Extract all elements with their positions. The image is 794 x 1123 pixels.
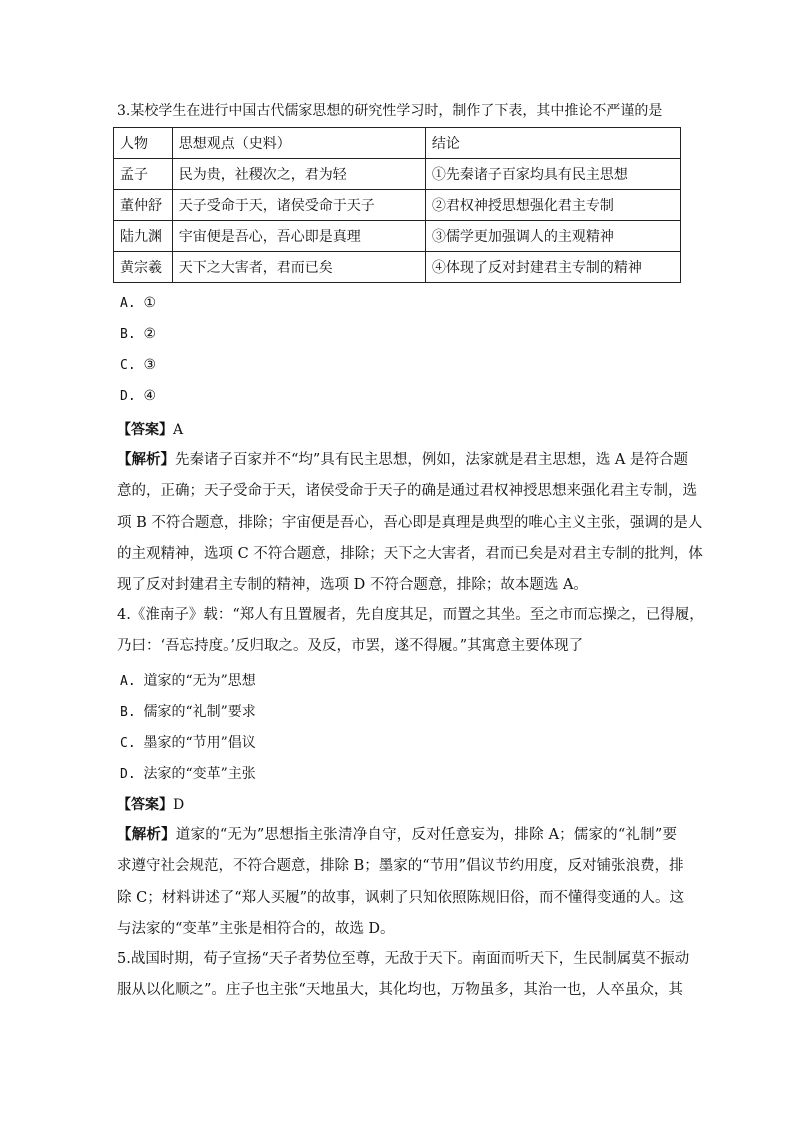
analysis-line: 项 B 不符合题意，排除；宇宙便是吾心，吾心即是真理是典型的唯心主义主张，强调的是人: [117, 514, 703, 531]
table-cell-view: 民为贵，社稷次之，君为轻: [172, 159, 425, 190]
option-text: ②: [143, 326, 157, 342]
table-cell-conclusion: ②君权神授思想强化君主专制: [425, 190, 680, 221]
table-cell-conclusion: ①先秦诸子百家均具有民主思想: [425, 159, 680, 190]
q3-option-c: [120, 357, 156, 373]
q4-option-a: [120, 670, 256, 690]
analysis-label: 【解析】: [117, 451, 175, 468]
option-letter: A.: [120, 296, 136, 311]
answer-value: D: [173, 797, 185, 813]
analysis-line: 除 C；材料讲述了“郑人买履”的故事，讽刺了只知依照陈规旧俗，而不懂得变通的人。这: [117, 889, 685, 906]
stem-line: 5.战国时期，荀子宣扬“天子者势位至尊，无敌于天下。南面而听天下，生民制属莫不振动: [117, 951, 690, 967]
table-cell-person: 董仲舒: [114, 190, 173, 221]
table-row: [114, 190, 681, 221]
answer-label: 【答案】: [117, 422, 173, 438]
q4-answer: [117, 794, 184, 814]
option-text: 法家的“变革”主张: [143, 766, 256, 782]
stem-line: 乃曰：‘吾忘持度。’反归取之。及反，市罢，遂不得履。”其寓意主要体现了: [117, 638, 584, 655]
analysis-line: 【解析】道家的“无为”思想指主张清净自守，反对任意妄为，排除 A；儒家的“礼制”要: [117, 826, 677, 843]
option-letter: B.: [120, 705, 136, 720]
answer-value: A: [173, 422, 184, 438]
table-cell-person: 孟子: [114, 159, 173, 190]
option-text: ③: [143, 357, 157, 373]
q3-analysis: [117, 444, 703, 601]
q3-option-b: [120, 326, 156, 342]
q4-stem: [117, 600, 704, 663]
analysis-line: 求遵守社会规范，不符合题意，排除 B；墨家的“节用”倡议节约用度，反对铺张浪费，排: [117, 858, 684, 875]
q3-option-a: [120, 295, 156, 311]
stem-line: 4.《淮南子》载：“郑人有且置履者，先自度其足，而置之其坐。至之市而忘操之，已得履，: [117, 607, 704, 623]
table-cell-conclusion: ③儒学更加强调人的主观精神: [425, 221, 680, 252]
analysis-line: 的主观精神，选项 C 不符合题意，排除；天下之大害者，君而已矣是对君主专制的批判，体: [117, 545, 703, 562]
table-cell-person: 黄宗羲: [114, 252, 173, 283]
q3-stem: 3.某校学生在进行中国古代儒家思想的研究性学习时，制作了下表，其中推论不严谨的是: [117, 103, 663, 119]
stem-line: 服从以化顺之”。庄子也主张“天地虽大，其化均也，万物虽多，其治一也，人卒虽众，其: [117, 982, 683, 999]
table-row: [114, 159, 681, 190]
table-header-cell: 人物: [114, 128, 173, 159]
answer-label: 【答案】: [117, 797, 173, 813]
analysis-label: 【解析】: [117, 826, 176, 843]
table-header-row: [114, 128, 681, 159]
q3-table: [113, 127, 681, 283]
option-text: 道家的“无为”思想: [143, 673, 256, 689]
q5-stem: [117, 944, 690, 1007]
table-header-cell: 思想观点（史料）: [172, 128, 425, 159]
q3-option-d: [120, 388, 156, 404]
table-row: [114, 252, 681, 283]
option-letter: A.: [120, 674, 136, 689]
table-cell-view: 宇宙便是吾心，吾心即是真理: [172, 221, 425, 252]
table-cell-view: 天下之大害者，君而已矣: [172, 252, 425, 283]
analysis-line: 与法家的“变革”主张是相符合的，故选 D。: [117, 920, 395, 937]
option-text: 儒家的“礼制”要求: [143, 704, 256, 720]
q4-option-b: [120, 701, 256, 721]
table-header-cell: 结论: [425, 128, 680, 159]
option-text: ①: [143, 295, 157, 311]
analysis-line: 现了反对封建君主专制的精神，选项 D 不符合题意，排除；故本题选 A。: [117, 577, 588, 594]
table-row: [114, 221, 681, 252]
table-cell-person: 陆九渊: [114, 221, 173, 252]
table-cell-view: 天子受命于天，诸侯受命于天子: [172, 190, 425, 221]
option-text: ④: [143, 388, 157, 404]
table-cell-conclusion: ④体现了反对封建君主专制的精神: [425, 252, 680, 283]
option-letter: C.: [120, 736, 136, 751]
analysis-line: 【解析】先秦诸子百家并不“均”具有民主思想，例如，法家就是君主思想，选 A 是符合题: [117, 451, 689, 468]
q4-option-c: [120, 732, 256, 752]
q4-option-d: [120, 763, 256, 783]
option-letter: D.: [120, 767, 136, 782]
analysis-line: 意的，正确；天子受命于天，诸侯受命于天子的确是通过君权神授思想来强化君主专制，选: [117, 483, 697, 500]
option-letter: B.: [120, 327, 136, 342]
option-letter: C.: [120, 358, 136, 373]
option-letter: D.: [120, 389, 136, 404]
q3-answer: [117, 419, 183, 439]
q4-analysis: [117, 819, 685, 945]
option-text: 墨家的“节用”倡议: [143, 735, 256, 751]
